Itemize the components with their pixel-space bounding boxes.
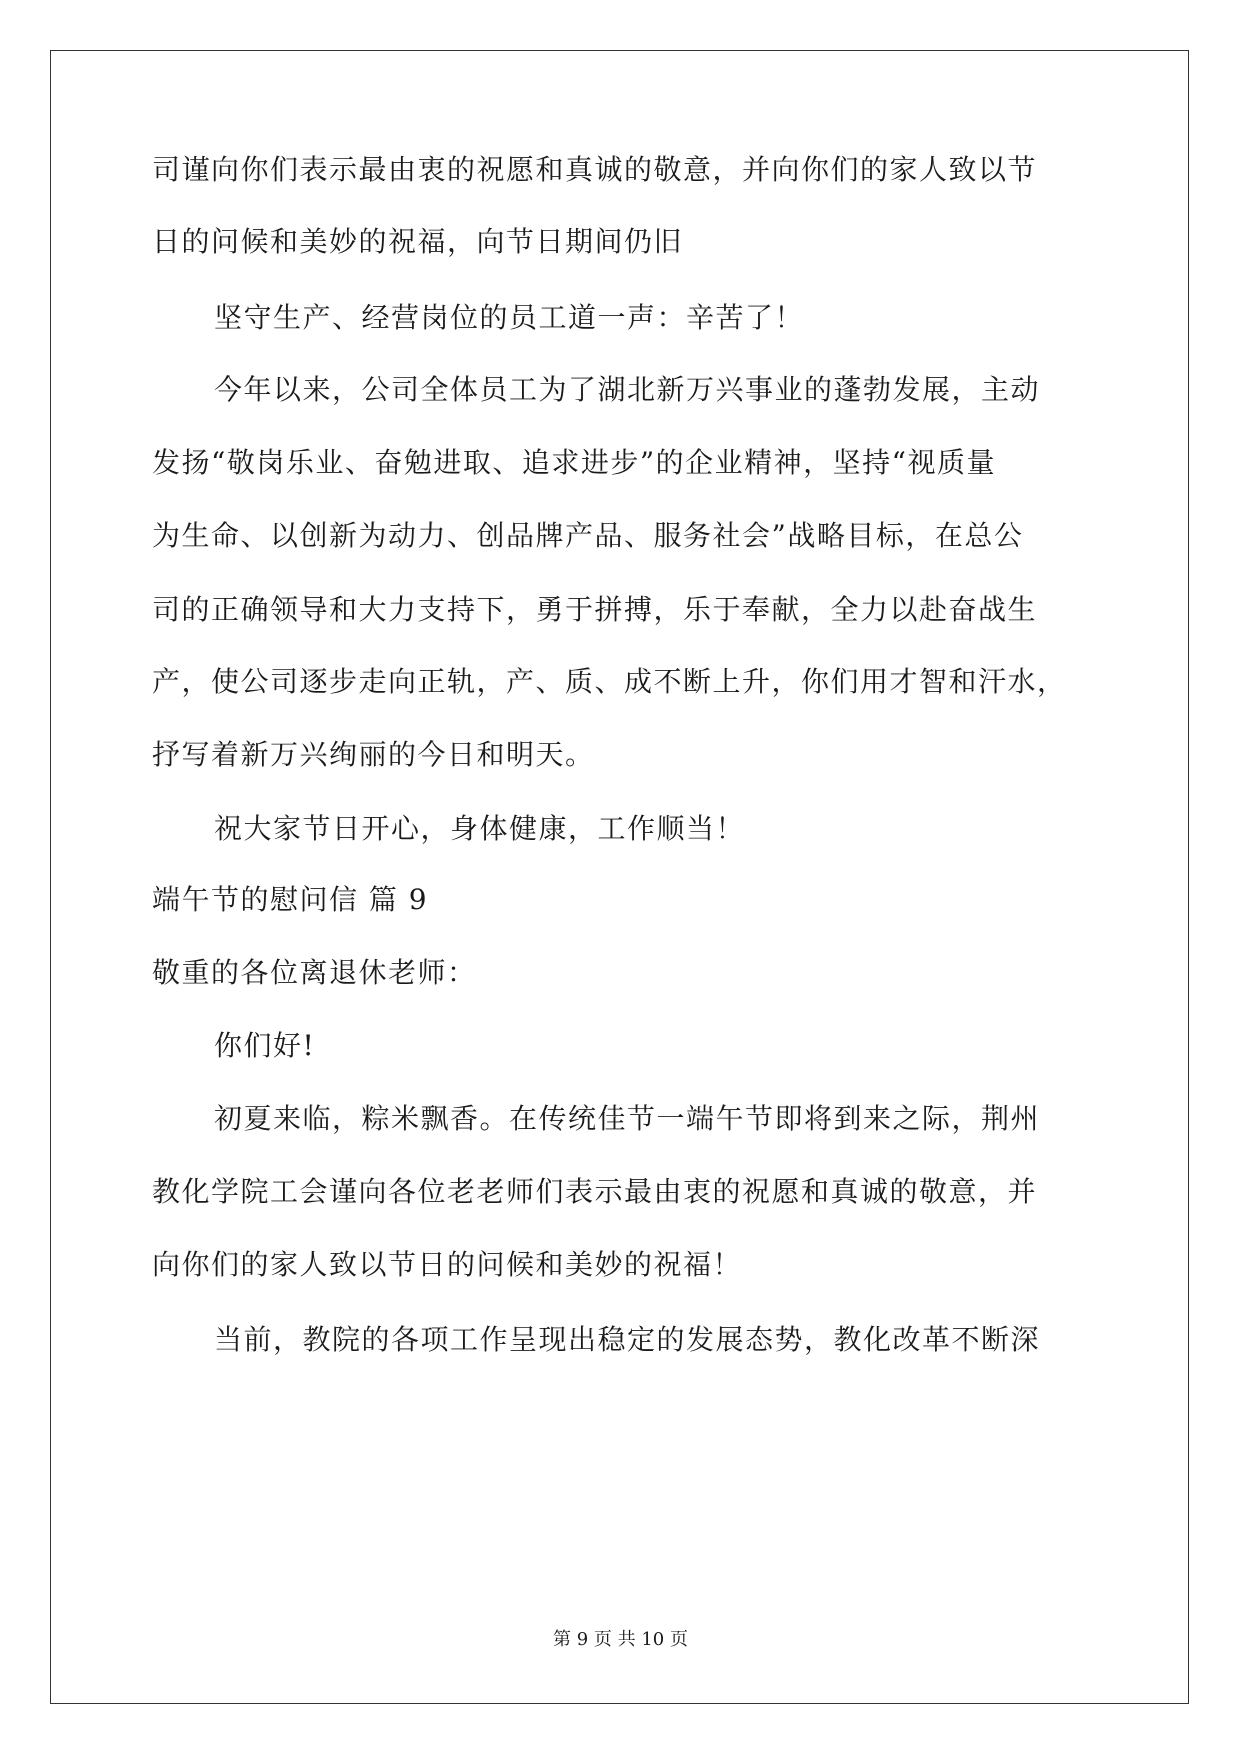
body-line-14: 初夏来临，粽米飘香。在传统佳节一端午节即将到来之际，荆州 [214,1102,1041,1135]
body-line-16: 向你们的家人致以节日的问候和美妙的祝福！ [152,1248,743,1281]
section-heading: 端午节的慰问信 篇 9 [152,883,429,916]
body-line-2: 日的问候和美妙的祝福，向节日期间仍旧 [152,225,684,258]
body-line-7: 司的正确领导和大力支持下，勇于拼搏，乐于奉献，全力以赴奋战生 [152,593,1038,626]
body-line-3: 坚守生产、经营岗位的员工道一声：辛苦了！ [214,301,805,334]
body-line-15: 教化学院工会谨向各位老老师们表示最由衷的祝愿和真诚的敬意，并 [152,1175,1038,1208]
body-line-10: 祝大家节日开心，身体健康，工作顺当！ [214,812,746,845]
body-line-9: 抒写着新万兴绚丽的今日和明天。 [152,738,595,771]
body-line-17: 当前，教院的各项工作呈现出稳定的发展态势，教化改革不断深 [214,1323,1041,1356]
greeting: 你们好! [214,1029,316,1062]
page-number-footer: 第 9 页 共 10 页 [553,1629,688,1650]
body-line-5: 发扬“敬岗乐业、奋勉进取、追求进步”的企业精神，坚持“视质量 [152,446,996,479]
body-line-4: 今年以来，公司全体员工为了湖北新万兴事业的蓬勃发展，主动 [214,373,1041,406]
body-line-6: 为生命、以创新为动力、创品牌产品、服务社会”战略目标，在总公 [152,519,1024,552]
body-line-8: 产，使公司逐步走向正轨，产、质、成不断上升，你们用才智和汗水， [152,665,1067,698]
salutation: 敬重的各位离退休老师： [152,956,477,989]
body-line-1: 司谨向你们表示最由衷的祝愿和真诚的敬意，并向你们的家人致以节 [152,153,1038,186]
